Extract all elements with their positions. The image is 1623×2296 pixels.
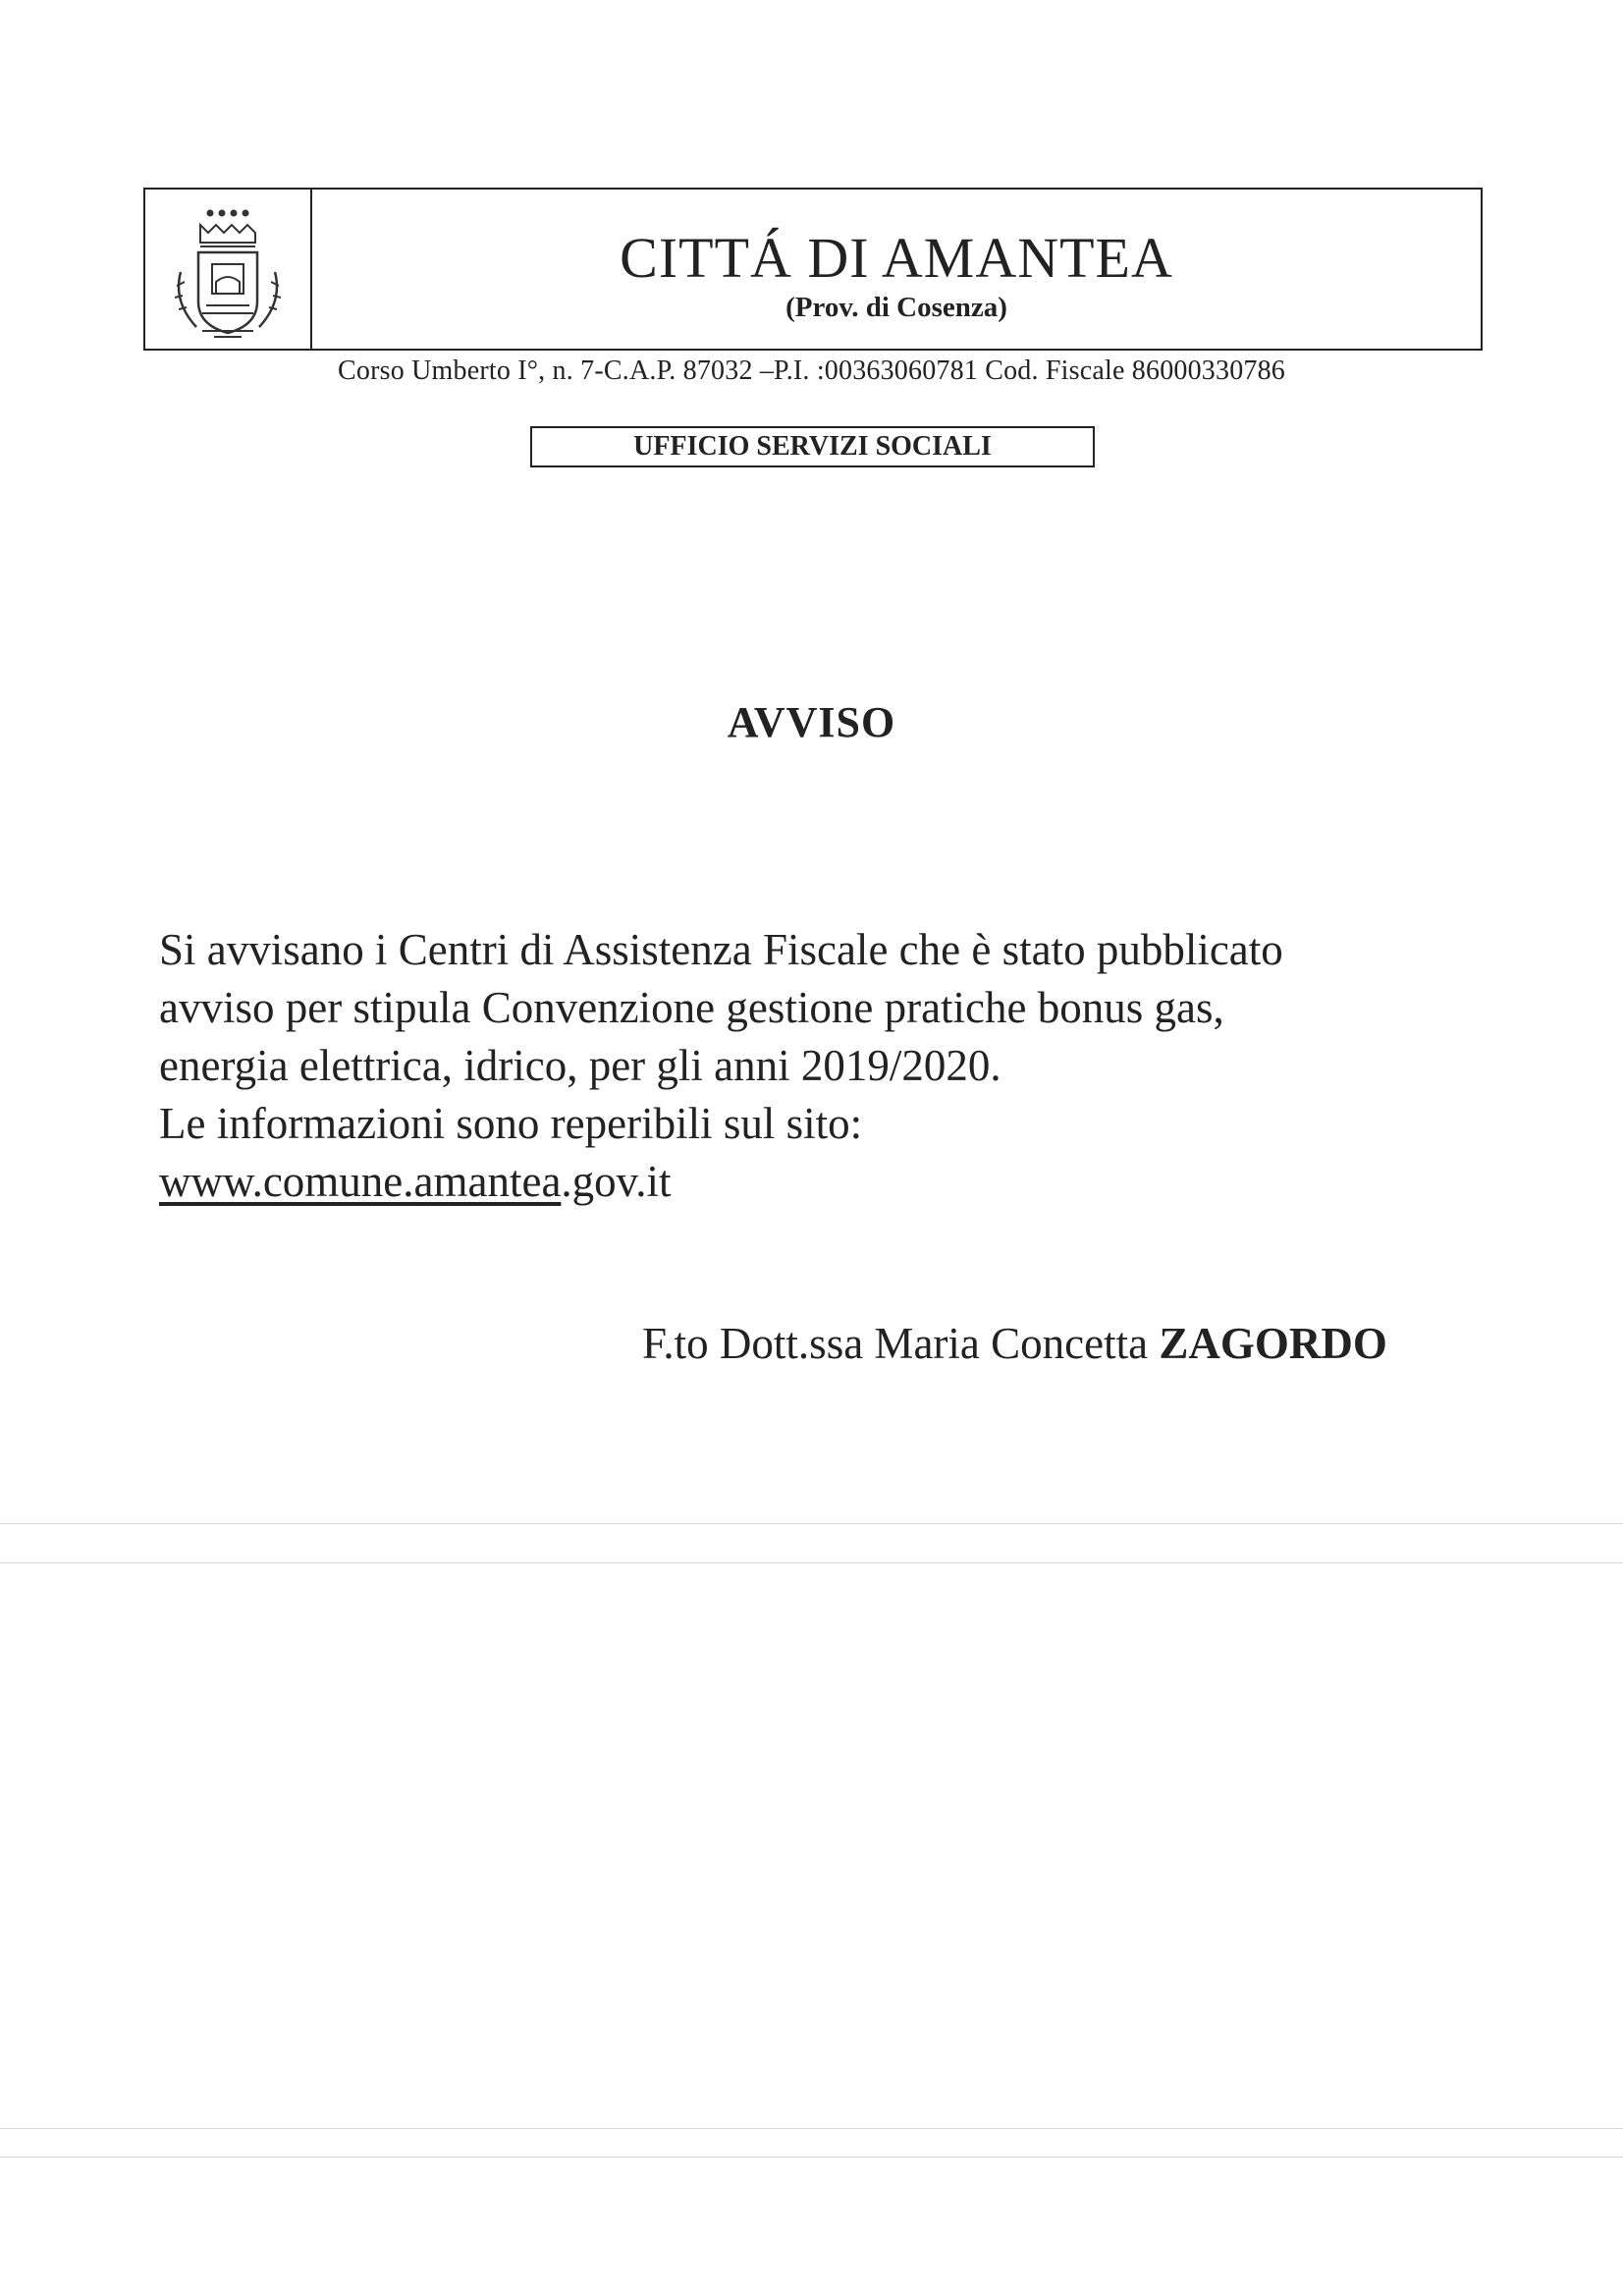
- body-line: energia elettrica, idrico, per gli anni 2019/2020.: [159, 1041, 1001, 1090]
- crest-cell: [145, 190, 312, 349]
- scan-artifact-line: [0, 1562, 1623, 1563]
- website-link[interactable]: [159, 1153, 1494, 1211]
- website-link-underlined[interactable]: www.comune.amantea: [159, 1157, 562, 1206]
- scan-artifact-line: [0, 2128, 1623, 2129]
- city-title: CITTÁ DI AMANTEA: [620, 226, 1173, 290]
- letterhead-box: [143, 188, 1483, 351]
- notice-title: AVVISO: [727, 698, 896, 746]
- city-crest-icon: [163, 203, 293, 341]
- signature-prefix: F.to Dott.ssa Maria Concetta: [642, 1319, 1149, 1368]
- province-subtitle: (Prov. di Cosenza): [785, 292, 1007, 323]
- scan-artifact-line: [0, 1523, 1623, 1524]
- office-label: UFFICIO SERVIZI SOCIALI: [530, 426, 1095, 467]
- scan-artifact-line: [0, 2157, 1623, 2158]
- municipal-address: Corso Umberto I°, n. 7-C.A.P. 87032 –P.I. :00363060781 Cod. Fiscale 86000330786: [338, 355, 1285, 386]
- signature-surname: ZAGORDO: [1159, 1319, 1387, 1368]
- notice-body: [159, 921, 1494, 1211]
- website-link-suffix[interactable]: .gov.it: [561, 1157, 672, 1206]
- body-line: avviso per stipula Convenzione gestione pratiche bonus gas,: [159, 983, 1224, 1032]
- signature: [642, 1318, 1387, 1369]
- body-line: Si avvisano i Centri di Assistenza Fiscale che è stato pubblicato: [159, 925, 1283, 974]
- body-line: Le informazioni sono reperibili sul sito:: [159, 1099, 863, 1148]
